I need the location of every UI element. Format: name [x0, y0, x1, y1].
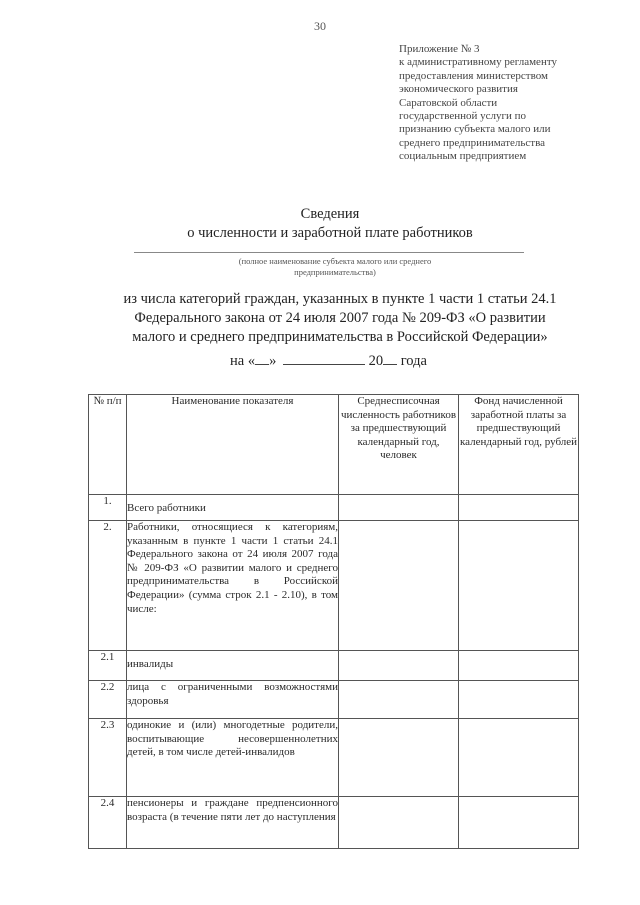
- wage-fund-cell[interactable]: [459, 681, 579, 719]
- header-name: Наименование показателя: [127, 395, 339, 495]
- avg-headcount-cell[interactable]: [339, 797, 459, 849]
- avg-headcount-cell[interactable]: [339, 651, 459, 681]
- year-blank: [383, 354, 397, 365]
- avg-headcount-cell[interactable]: [339, 681, 459, 719]
- row-name: инвалиды: [127, 651, 339, 681]
- row-name: пенсионеры и граждане предпенсионного возраста (в течение пяти лет до наступления: [127, 797, 339, 849]
- workers-table: [88, 394, 579, 849]
- date-prefix: на «: [230, 353, 256, 369]
- row-name: лица с ограниченными возможностями здоровья: [127, 681, 339, 719]
- row-num: 2.: [89, 521, 127, 651]
- avg-headcount-cell[interactable]: [339, 495, 459, 521]
- table-row: [89, 797, 579, 849]
- day-blank: [255, 354, 269, 365]
- wage-fund-cell[interactable]: [459, 495, 579, 521]
- month-blank: [283, 354, 365, 365]
- intro-text: [60, 290, 620, 347]
- wage-fund-cell[interactable]: [459, 651, 579, 681]
- year-prefix: 20: [368, 353, 384, 369]
- entity-name-blank-line: [134, 252, 524, 253]
- row-num: 2.1: [89, 651, 127, 681]
- appendix-line: признанию субъекта малого или: [399, 123, 551, 136]
- intro-line-1: из числа категорий граждан, указанных в пункте 1 части 1 статьи 24.1: [123, 291, 557, 307]
- wage-fund-cell[interactable]: [459, 719, 579, 797]
- row-name: Всего работники: [127, 495, 339, 521]
- table-row: [89, 719, 579, 797]
- intro-line-2: Федерального закона от 24 июля 2007 года № 209-ФЗ «О развитии: [134, 310, 546, 326]
- entity-name-caption: [190, 256, 480, 278]
- date-suffix: года: [400, 353, 427, 369]
- wage-fund-cell[interactable]: [459, 521, 579, 651]
- caption-line-2: предпринимательства): [294, 267, 376, 277]
- header-num: № п/п: [89, 395, 127, 495]
- appendix-line: экономического развития: [399, 83, 518, 96]
- document-title: [0, 205, 640, 243]
- appendix-line: государственной услуги по: [399, 110, 527, 123]
- header-wage-fund: Фонд начисленной заработной платы за предшествующий календарный год, рублей: [459, 395, 579, 495]
- table-row: [89, 651, 579, 681]
- row-num: 1.: [89, 495, 127, 521]
- wage-fund-cell[interactable]: [459, 797, 579, 849]
- row-num: 2.3: [89, 719, 127, 797]
- row-name: Работники, относящиеся к категориям, указанным в пункте 1 части 1 статьи 24.1 Федерального закона от 24 июля 2007 года № 209-ФЗ «О развитии малого и среднего предпринимательства в Российской Федерации» (сумма строк 2.1 - 2.10), в том числе:: [127, 521, 339, 651]
- avg-headcount-cell[interactable]: [339, 719, 459, 797]
- header-avg-headcount: Среднесписочная численность работников за предшествующий календарный год, человек: [339, 395, 459, 495]
- appendix-line: к административному регламенту: [399, 56, 557, 69]
- appendix-line: социальным предприятием: [399, 150, 527, 163]
- appendix-line: Приложение № 3: [399, 43, 480, 55]
- avg-headcount-cell[interactable]: [339, 521, 459, 651]
- appendix-note: [399, 43, 599, 164]
- intro-line-3: малого и среднего предпринимательства в Российской Федерации»: [132, 329, 548, 345]
- date-line: [230, 353, 490, 370]
- row-num: 2.4: [89, 797, 127, 849]
- table-header-row: [89, 395, 579, 495]
- table-row: [89, 681, 579, 719]
- appendix-line: Саратовской области: [399, 96, 498, 109]
- appendix-line: предоставления министерством: [399, 69, 548, 82]
- caption-line-1: (полное наименование субъекта малого или среднего: [238, 256, 432, 266]
- date-quote-close: »: [269, 353, 277, 369]
- row-num: 2.2: [89, 681, 127, 719]
- appendix-line: среднего предпринимательства: [399, 136, 546, 149]
- table-row: [89, 495, 579, 521]
- row-name: одинокие и (или) многодетные родители, воспитывающие несовершеннолетних детей, в том числе детей-инвалидов: [127, 719, 339, 797]
- title-line-1: Сведения: [300, 206, 360, 222]
- title-line-2: о численности и заработной плате работников: [187, 225, 473, 241]
- table-row: [89, 521, 579, 651]
- page-number: 30: [314, 19, 326, 33]
